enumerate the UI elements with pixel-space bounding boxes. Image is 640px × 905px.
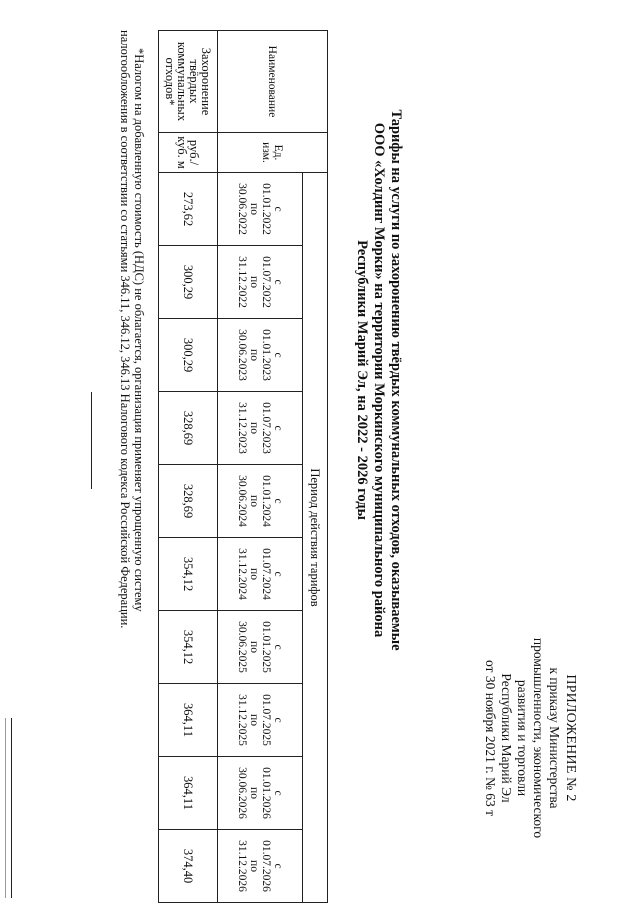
period-cell: с 01.07.2024 по 31.12.2024 xyxy=(218,538,303,611)
document-title xyxy=(353,60,404,700)
period-cell: с 01.01.2024 по 30.06.2024 xyxy=(218,465,303,538)
tariff-value: 354,12 xyxy=(159,538,218,611)
footnote-line-1: *Налогом на добавленную стоимость (НДС) не облагается, организация применяет упрощенную систему xyxy=(132,48,146,612)
tariff-value: 328,69 xyxy=(159,465,218,538)
header-unit: Ед. изм. xyxy=(218,133,328,173)
row-name: Захоронение твёрдых коммунальных отходов* xyxy=(159,31,218,133)
period-cell: с 01.07.2026 по 31.12.2026 xyxy=(218,830,303,903)
separator-line xyxy=(91,392,92,489)
header-name: Наименование xyxy=(218,31,328,133)
tariff-value: 354,12 xyxy=(159,611,218,684)
header-period: Период действия тарифов xyxy=(303,173,328,903)
period-cell: с 01.07.2023 по 31.12.2023 xyxy=(218,392,303,465)
appendix-line: к приказу Министерства xyxy=(547,667,562,809)
tariff-value: 273,62 xyxy=(159,173,218,246)
tariff-value: 364,11 xyxy=(159,684,218,757)
table-header-row xyxy=(303,31,328,903)
tariff-value: 300,29 xyxy=(159,319,218,392)
period-cell: с 01.01.2026 по 30.06.2026 xyxy=(218,757,303,830)
tariff-value: 328,69 xyxy=(159,392,218,465)
appendix-block xyxy=(482,608,578,868)
footer-line xyxy=(11,718,12,898)
row-unit: руб./ куб. м xyxy=(159,133,218,173)
period-cell: с 01.01.2023 по 30.06.2023 xyxy=(218,319,303,392)
tariff-table xyxy=(158,30,328,903)
period-cell: с 01.07.2025 по 31.12.2025 xyxy=(218,684,303,757)
appendix-line: развития и торговли xyxy=(515,679,530,797)
period-cell: с 01.07.2022 по 31.12.2022 xyxy=(218,246,303,319)
period-cell: с 01.01.2022 по 30.06.2022 xyxy=(218,173,303,246)
period-cell: с 01.01.2025 по 30.06.2025 xyxy=(218,611,303,684)
tariff-value: 364,11 xyxy=(159,757,218,830)
appendix-heading: ПРИЛОЖЕНИЕ № 2 xyxy=(563,674,578,802)
appendix-line: промышленности, экономического xyxy=(531,637,546,839)
footnote-line-2: налогообложения в соответствии со статьями 346.11, 346.12, 346.13 Налогового кодекса Российской Федерации. xyxy=(118,30,132,629)
title-line: Тарифы на услуги по захоронению твёрдых коммунальных отходов, оказываемые xyxy=(388,109,404,651)
footer-line xyxy=(5,718,6,898)
footnote xyxy=(118,30,146,845)
title-line: ООО «Холдинг Морки» на территории Моркинского муниципального района xyxy=(371,122,387,638)
tariff-value: 300,29 xyxy=(159,246,218,319)
tariff-value: 374,40 xyxy=(159,830,218,903)
table-row xyxy=(159,31,218,903)
appendix-line: Республики Марий Эл xyxy=(499,673,514,803)
title-line: Республики Марий Эл, на 2022 - 2026 годы xyxy=(354,240,370,520)
appendix-order-date: от 30 ноября 2021 г. № 63 т xyxy=(483,659,498,817)
